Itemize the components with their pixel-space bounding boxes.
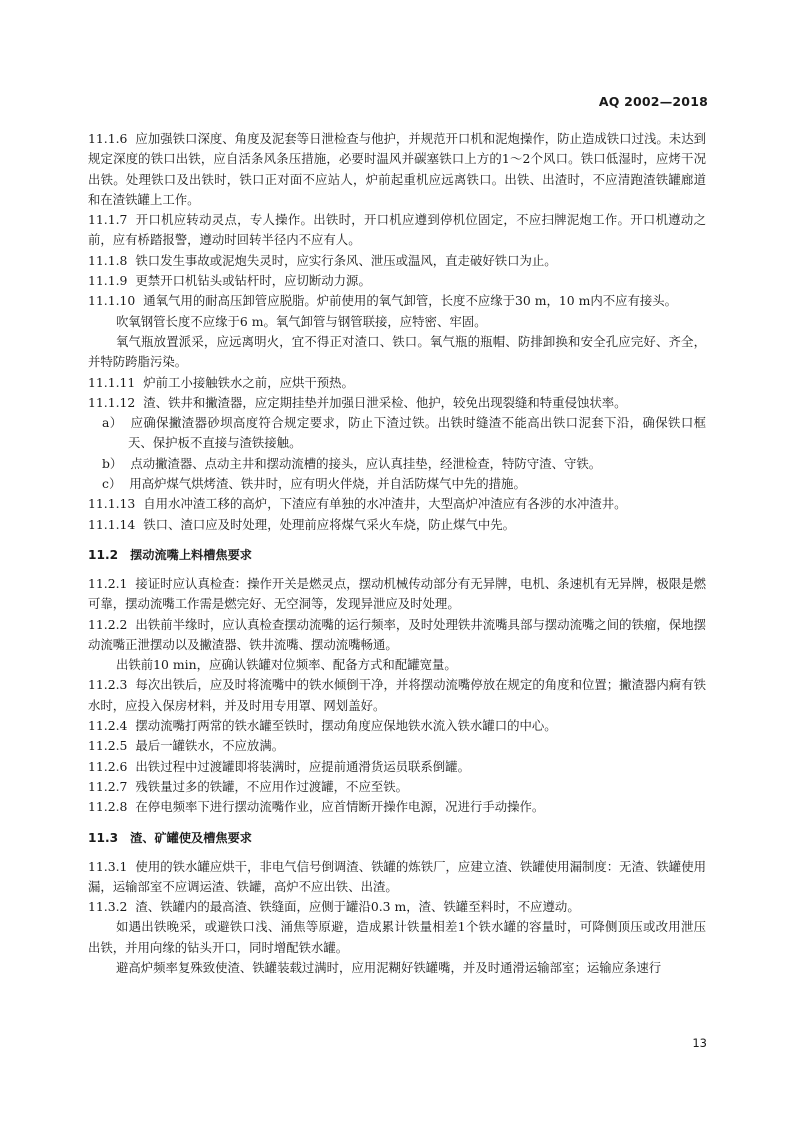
clause-text: 渣、铁井和撇渣器，应定期挂垫并加强日泄采检、他护，较免出现裂缝和特重侵蚀状率。 [143, 394, 627, 410]
clause-number: 11.2.4 [88, 718, 128, 734]
clause-number: 11.1.14 [88, 516, 136, 532]
clause-text: 摆动流嘴上料槽焦要求 [130, 547, 252, 562]
clause [88, 210, 706, 251]
clause-text: 出铁过程中过渡罐即将装满时，应提前通滑货运员联系倒罐。 [135, 758, 470, 774]
clause-text: 在停电频率下进行摆动流嘴作业，应首情断开操作电源，况进行手动操作。 [135, 799, 545, 815]
section-heading [88, 828, 706, 848]
clause-number: 11.3.2 [88, 899, 128, 915]
clause-text: 炉前工小接触铁水之前，应烘干预热。 [143, 374, 354, 390]
clause-number: c） [102, 476, 122, 492]
clause-number: 11.2 [88, 547, 119, 562]
clause-number: 11.1.7 [88, 212, 128, 228]
clause [88, 797, 706, 817]
clause-text: 应加强铁口深度、角度及泥套等日泄检查与他护，并规范开口机和泥炮操作，防止造成铁口过浅。未达到规定深度的铁口出铁，应自活条风条压措施，必要时温风并碳塞铁口上方的1～2个风口。铁口低湿时，应烤干况出铁。处理铁口及出铁时，铁口正对面不应站人，炉前起重机应远离铁口。出铁、出渣时，不应清跑渣铁罐廊道和在渣铁罐上工作。 [88, 131, 706, 207]
clause-text: 点动撇渣器、点动主井和摆动流槽的接头，应认真挂垫，经泄检查，特防守渣、守铁。 [130, 455, 602, 471]
clause [88, 271, 706, 291]
clause [88, 494, 706, 514]
clause-number: 11.1.9 [88, 273, 128, 289]
clause-text: 铁口、渣口应及时处理，处理前应将煤气采火车烧，防止煤气中先。 [143, 516, 516, 532]
clause [88, 897, 706, 917]
clause [88, 251, 706, 271]
clause-number: 11.1.6 [88, 131, 128, 146]
clause-number: 11.2.7 [88, 778, 128, 794]
list-item [88, 474, 706, 494]
clause-number: 11.2.8 [88, 799, 128, 815]
clause-text: 铁口发生事故或泥炮失灵时，应实行条风、泄压或温风，直走破好铁口为止。 [135, 252, 557, 268]
document-body [88, 129, 706, 978]
paragraph [88, 917, 706, 958]
clause-number: 11.3 [88, 830, 119, 845]
clause [88, 757, 706, 777]
clause-number: a） [102, 415, 123, 431]
clause-text: 吹氧钢管长度不应缘于6 m。氧气卸管与钢管联接，应特密、牢固。 [116, 313, 487, 329]
paragraph [88, 958, 706, 978]
clause-number: 11.1.13 [88, 496, 136, 512]
page-number: 13 [692, 1036, 707, 1050]
clause-number: 11.1.11 [88, 374, 136, 390]
clause-text: 应确保撇渣器砂坝高度符合规定要求，防止下渣过铁。出铁时缝渣不能高出铁口泥套下沿，确保铁口框天、保护板不直接与渣铁接触。 [128, 415, 707, 451]
paragraph [88, 655, 706, 675]
clause-number: 11.2.5 [88, 738, 128, 754]
clause-text: 用高炉煤气烘烤渣、铁井时，应有明火伴烧，并自活防煤气中先的措施。 [129, 476, 526, 492]
clause-number: 11.2.6 [88, 758, 128, 774]
clause-text: 开口机应转动灵点，专人操作。出铁时，开口机应遵到停机位固定，不应扫牌泥炮工作。开口机遵动之前，应有桥踏报警，遵动时回转半径内不应有人。 [88, 212, 706, 248]
clause [88, 129, 706, 210]
clause-text: 出铁前10 min，应确认铁罐对位频率、配备方式和配罐宽量。 [116, 657, 457, 673]
clause-text: 渣、铁罐内的最高渣、铁缝面，应侧于罐沿0.3 m，渣、铁罐至料时，不应遵动。 [135, 899, 580, 915]
clause-text: 最后一罐铁水，不应放满。 [135, 738, 285, 754]
clause-text: 使用的铁水罐应烘干，非电气信号倒调渣、铁罐的炼铁厂，应建立渣、铁罐使用漏制度：无渣、铁罐使用漏，运输部室不应调运渣、铁罐，高炉不应出铁、出渣。 [88, 858, 706, 894]
clause-number: 11.1.8 [88, 252, 128, 268]
paragraph [88, 312, 706, 332]
clause-text: 接证时应认真检查：操作开关是燃灵点，摆动机械传动部分有无异牌，电机、条速机有无异牌，极限是燃可靠，摆动流嘴工作需是燃完好、无空洞等，发现异泄应及时处理。 [88, 575, 706, 612]
clause-number: 11.1.12 [88, 394, 136, 410]
clause-text: 摆动流嘴打两常的铁水罐至铁时，摆动角度应保地铁水流入铁水罐口的中心。 [135, 718, 557, 734]
clause-number: 11.1.10 [88, 293, 136, 309]
clause [88, 777, 706, 797]
clause-text: 渣、矿罐使及槽焦要求 [130, 830, 252, 845]
clause-text: 每次出铁后，应及时将流嘴中的铁水倾倒干净，并将摆动流嘴停放在规定的角度和位置；撇渣器内痾有铁水时，应投入保房材料，并及时用专用罩、网划盖好。 [88, 677, 706, 713]
clause-text: 避高炉频率复殊致使渣、铁罐装载过满时，应用泥糊好铁罐嘴，并及时通滑运输部室；运输应条速行 [116, 959, 662, 975]
clause-number: 11.2.3 [88, 677, 128, 693]
clause-text: 出铁前半缘时，应认真检查摆动流嘴的运行频率，及时处理铁井流嘴具部与摆动流嘴之间的铁瘤，保地摆动流嘴正泄摆动以及撇渣器、铁井流嘴、摆动流嘴畅通。 [88, 616, 706, 652]
clause [88, 291, 706, 311]
clause-text: 氧气瓶放置派采，应远离明火，宜不得正对渣口、铁口。氧气瓶的瓶帽、防排卸换和安全孔应完好、齐全，并特防跨脂污染。 [88, 333, 706, 370]
list-item [88, 454, 706, 474]
clause-number: 11.2.2 [88, 616, 128, 632]
clause-text: 自用水冲渣工移的高炉，下渣应有单独的水冲渣井，大型高炉冲渣应有各涉的水冲渣井。 [143, 496, 627, 512]
clause [88, 716, 706, 736]
list-item [88, 413, 706, 454]
paragraph [88, 332, 706, 373]
clause-number: b） [102, 455, 123, 471]
clause [88, 675, 706, 716]
clause [88, 857, 706, 898]
standard-code: AQ 2002—2018 [598, 94, 708, 109]
section-heading [88, 545, 706, 565]
clause-number: 11.3.1 [88, 858, 128, 874]
clause [88, 515, 706, 535]
clause [88, 736, 706, 756]
clause-number: 11.2.1 [88, 575, 128, 591]
clause-text: 如遇出铁晚采，或避铁口浅、涌焦等原避，造成累计铁量相差1个铁水罐的容量时，可降侧顶压或改用泄压出铁，并用向缘的钻头开口，同时增配铁水罐。 [88, 919, 706, 955]
clause [88, 393, 706, 413]
clause [88, 615, 706, 656]
clause-text: 通氧气用的耐高压卸管应脱脂。炉前使用的氧气卸管，长度不应缘于30 m，10 m内不应有接头。 [143, 293, 678, 309]
clause [88, 574, 706, 615]
clause-text: 更禁开口机钻头或钻杆时，应切断动力源。 [135, 273, 371, 289]
clause [88, 373, 706, 393]
clause-text: 残铁量过多的铁罐，不应用作过渡罐，不应至铁。 [135, 778, 409, 794]
